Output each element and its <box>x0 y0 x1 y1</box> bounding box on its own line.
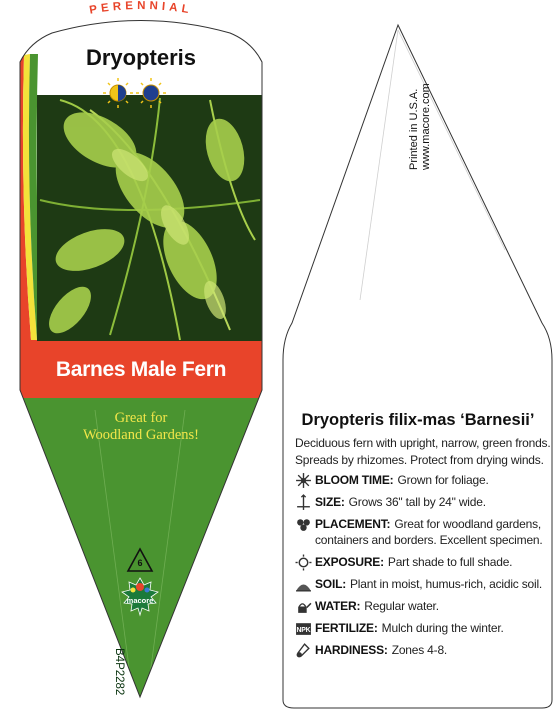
water-label: WATER: <box>315 599 361 613</box>
genus-title: Dryopteris <box>85 45 197 70</box>
exposure-value: Part shade to full shade. <box>387 555 513 569</box>
sun-exposure-icon <box>295 554 312 571</box>
website-url: www.macore.com <box>420 83 432 170</box>
water-row <box>295 597 439 615</box>
soil-label: SOIL: <box>315 577 346 591</box>
exposure-label: EXPOSURE: <box>315 555 384 569</box>
placement-row <box>295 515 541 533</box>
snowflake-flower-icon <box>295 472 312 489</box>
size-label: SIZE: <box>315 495 345 509</box>
tagline-line-1: Great for <box>114 410 168 426</box>
bloom-time-label: BLOOM TIME: <box>315 473 394 487</box>
soil-value: Plant in moist, humus-rich, acidic soil. <box>350 577 543 591</box>
fertilize-label: FERTILIZE: <box>315 621 378 635</box>
common-name: Barnes Male Fern <box>55 358 227 381</box>
placement-value-2: containers and borders. Excellent specimen. <box>315 533 543 547</box>
fertilize-value: Mulch during the winter. <box>381 621 504 635</box>
tagline-line-2: Woodland Gardens! <box>82 427 199 443</box>
hardiness-label: HARDINESS: <box>315 643 388 657</box>
hardiness-value: Zones 4-8. <box>391 643 448 657</box>
botanical-name-title: Dryopteris filix-mas ‘Barnesii’ <box>301 411 535 429</box>
category-label: PERENNIAL <box>88 0 194 17</box>
bloom-time-row <box>295 471 489 489</box>
printed-in-label: Printed in U.S.A. <box>408 88 420 170</box>
hardiness-row <box>295 641 447 659</box>
bloom-time-value: Grown for foliage. <box>397 473 489 487</box>
size-row <box>295 493 486 511</box>
water-value: Regular water. <box>364 599 439 613</box>
brand-name: macore <box>126 596 154 605</box>
exposure-row <box>295 553 512 571</box>
npk-fertilizer-icon <box>295 620 312 637</box>
placement-plants-icon <box>295 516 312 533</box>
placement-label: PLACEMENT: <box>315 517 391 531</box>
description-line-1: Deciduous fern with upright, narrow, green fronds. <box>295 436 551 450</box>
fertilize-row <box>295 619 504 637</box>
description-line-2: Spreads by rhizomes. Protect from drying winds. <box>295 453 544 467</box>
placement-value-1: Great for woodland gardens, <box>394 517 542 531</box>
svg-text:NPK: NPK <box>296 626 311 634</box>
soil-row <box>295 575 542 593</box>
sku-code: B4P2282 <box>113 648 125 696</box>
size-arrows-icon <box>295 494 312 511</box>
soil-mound-icon <box>295 576 312 593</box>
recycle-code: 6 <box>137 558 143 568</box>
size-value: Grows 36" tall by 24" wide. <box>348 495 486 509</box>
thermometer-icon <box>295 642 312 659</box>
watering-can-icon <box>295 598 312 615</box>
